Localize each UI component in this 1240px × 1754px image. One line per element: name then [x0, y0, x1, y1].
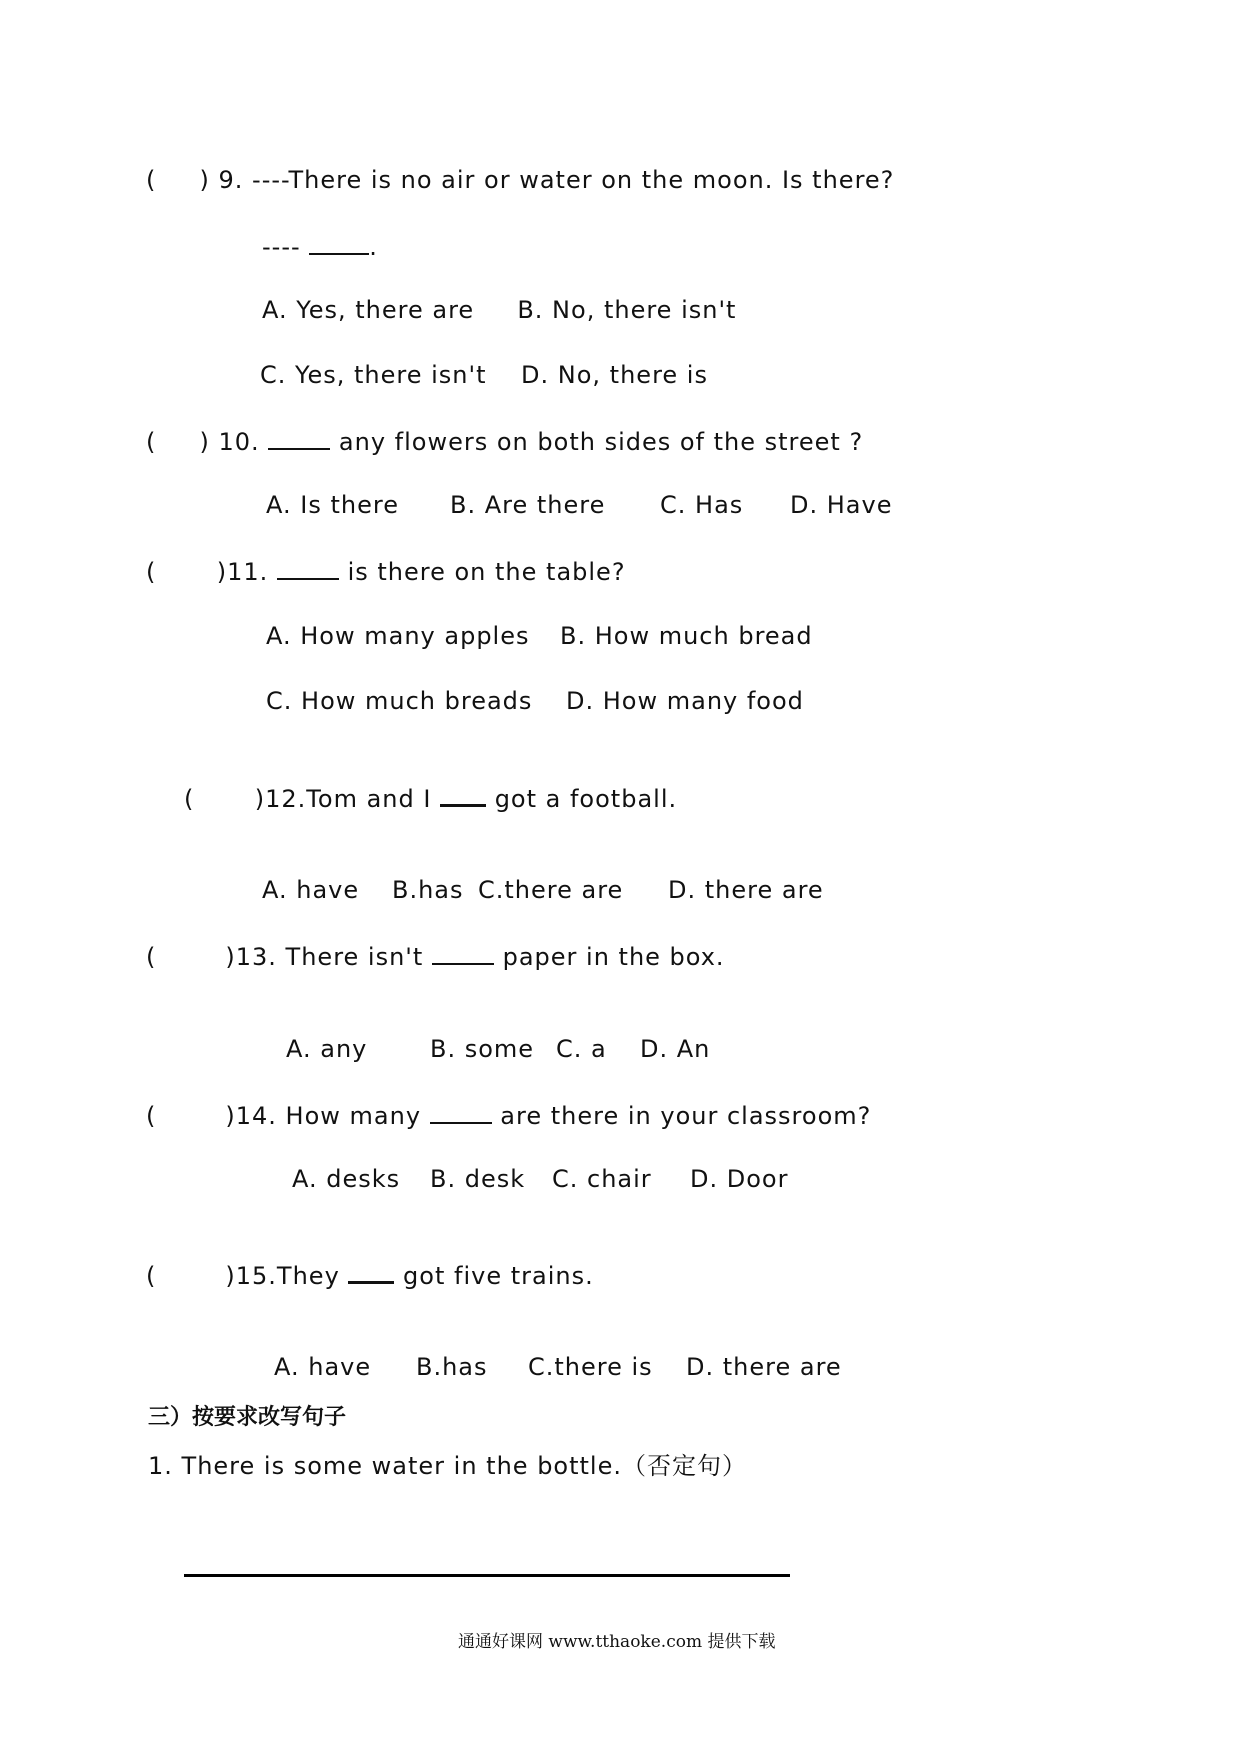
question-14-option-c: C. chair: [552, 1165, 652, 1193]
section-3-item-1: 1. There is some water in the bottle.（否定句）: [148, 1452, 747, 1480]
page-footer: 通通好课网 www.tthaoke.com 提供下载: [458, 1632, 776, 1652]
question-9-answer-suffix: .: [369, 233, 378, 261]
question-11-suffix: is there on the table?: [338, 558, 626, 586]
question-10-option-a: A. Is there: [266, 491, 399, 519]
question-15-blank[interactable]: [348, 1257, 394, 1284]
question-14-option-b: B. desk: [430, 1165, 526, 1193]
question-13-option-a: A. any: [286, 1035, 368, 1063]
answer-line[interactable]: [184, 1574, 790, 1577]
question-13-option-c: C. a: [556, 1035, 607, 1063]
question-9-blank[interactable]: [309, 229, 369, 255]
question-10-prefix: ( ) 10.: [146, 428, 269, 456]
question-12-option-b: B.has: [392, 876, 464, 904]
question-12-blank[interactable]: [440, 780, 486, 807]
question-11-option-a: A. How many apples: [266, 622, 530, 650]
question-11-option-d: D. How many food: [566, 687, 804, 715]
question-10-option-b: B. Are there: [450, 491, 606, 519]
question-9-options-row-1: A. Yes, there are B. No, there isn't: [262, 296, 737, 324]
question-14-suffix: are there in your classroom?: [491, 1102, 872, 1130]
question-9-options-row-2: C. Yes, there isn't D. No, there is: [260, 361, 708, 389]
question-14-stem: [146, 1098, 871, 1132]
question-13-blank[interactable]: [432, 939, 494, 965]
question-12-stem: [184, 780, 677, 815]
question-13-suffix: paper in the box.: [493, 943, 725, 971]
question-15-stem: [146, 1257, 594, 1292]
question-12-option-a: A. have: [262, 876, 360, 904]
question-13-option-b: B. some: [430, 1035, 535, 1063]
question-13-prefix: ( )13. There isn't: [146, 943, 432, 971]
question-12-option-c: C.there are: [478, 876, 624, 904]
question-14-prefix: ( )14. How many: [146, 1102, 430, 1130]
section-3-heading: 三）按要求改写句子: [148, 1404, 347, 1430]
question-11-blank[interactable]: [277, 554, 339, 580]
question-15-option-c: C.there is: [528, 1353, 653, 1381]
question-9-answer-prefix: ----: [262, 233, 310, 261]
question-15-option-b: B.has: [416, 1353, 488, 1381]
question-12-option-d: D. there are: [668, 876, 824, 904]
question-15-suffix: got five trains.: [394, 1262, 594, 1290]
question-11-option-c: C. How much breads: [266, 687, 533, 715]
question-15-prefix: ( )15.They: [146, 1262, 349, 1290]
question-10-blank[interactable]: [268, 424, 330, 450]
question-10-suffix: any flowers on both sides of the street ?: [330, 428, 864, 456]
question-12-suffix: got a football.: [486, 785, 678, 813]
question-10-option-c: C. Has: [660, 491, 744, 519]
question-9-stem: ( ) 9. ----There is no air or water on the moon. Is there?: [146, 166, 895, 194]
question-11-stem: [146, 554, 626, 588]
question-15-option-d: D. there are: [686, 1353, 842, 1381]
question-11-option-b: B. How much bread: [560, 622, 813, 650]
question-12-prefix: ( )12.Tom and I: [184, 785, 441, 813]
question-14-option-a: A. desks: [292, 1165, 401, 1193]
question-10-stem: [146, 424, 863, 458]
question-13-option-d: D. An: [640, 1035, 711, 1063]
question-9-answer-line: [262, 229, 378, 263]
question-10-option-d: D. Have: [790, 491, 893, 519]
question-14-option-d: D. Door: [690, 1165, 789, 1193]
question-13-stem: [146, 939, 725, 973]
question-15-option-a: A. have: [274, 1353, 372, 1381]
question-14-blank[interactable]: [430, 1098, 492, 1124]
question-11-prefix: ( )11.: [146, 558, 277, 586]
